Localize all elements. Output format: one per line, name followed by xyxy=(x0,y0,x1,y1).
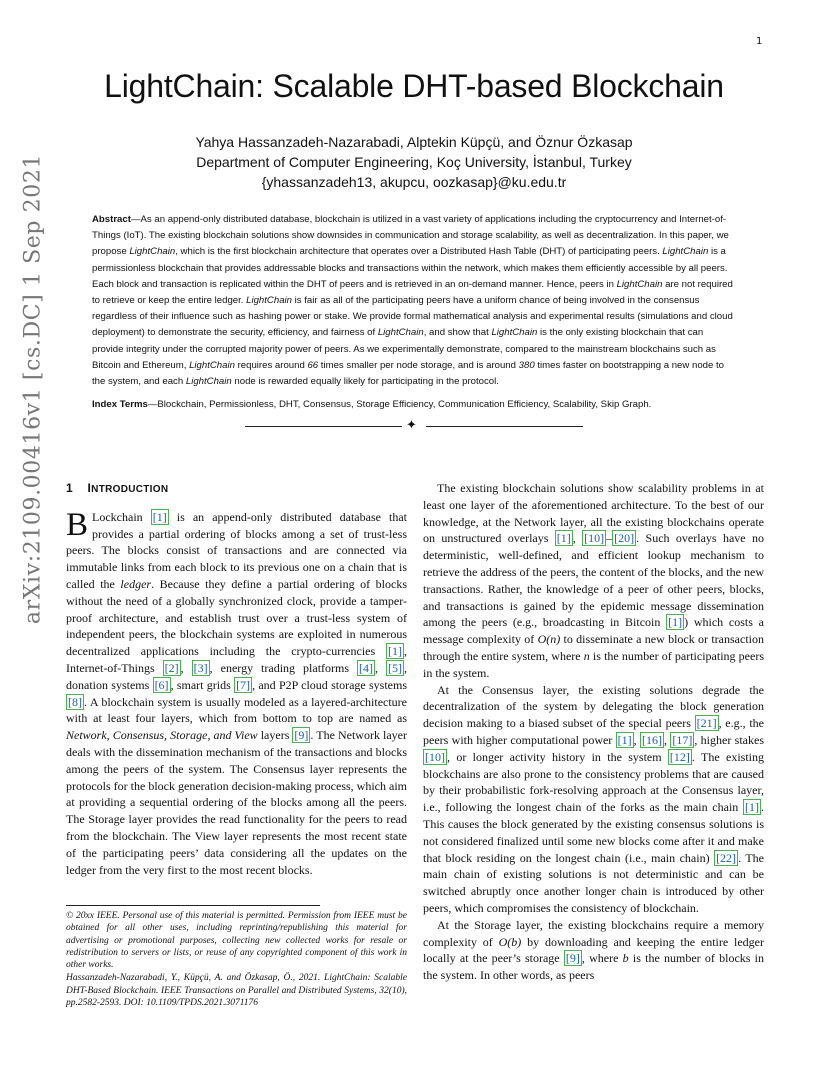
body-text: . Because they define a partial ordering of blocks without the need of a globally synchronized clock, provide a tamper-proof architecture, and establish trust over a trust-less system of independent peers, the blockchain systems are exploited in numerous decentralized applications including the crypto-currencies xyxy=(66,576,408,659)
citation-link[interactable]: [10] xyxy=(584,531,605,546)
emphasis-text: LightChain xyxy=(189,359,235,371)
citation-link[interactable]: [1] xyxy=(388,644,402,659)
paper-title: LightChain: Scalable DHT-based Blockchain xyxy=(104,68,724,104)
body-text: is the only existing blockchain that can provide integrity under the corrupted majority power of peers. As we experimentally demonstrate, compared to the mainstream blockchains such as Bitcoin and Ethereum, xyxy=(92,327,716,371)
citation-link[interactable]: [9] xyxy=(565,951,580,966)
body-text: . This causes the block generated by the existing consensus solutions is not considered finalized until some new blocks come after it and make that block residing on the longest chain (i.e., main chain) xyxy=(423,800,764,865)
citation-link[interactable]: [9] xyxy=(294,728,309,743)
author-affiliation: Department of Computer Engineering, Koç University, İstanbul, Turkey xyxy=(196,154,632,170)
body-text: . Such overlays have no deterministic, well-defined, and efficient lookup mechanism to retrieve the address of the peers, the content of the blocks, and the new transactions. Rather, the knowledge of a peer of other peers, blocks, and transactions is gained by the epidemic message dissemination among the peers (e.g., broadcasting in Bitcoin xyxy=(423,531,764,630)
body-text: times smaller per node storage, and is around xyxy=(318,359,519,371)
paragraph xyxy=(423,480,764,682)
body-text: node is rewarded equally likely for participating in the protocol. xyxy=(231,376,499,388)
body-text: At the Storage layer, the existing blockchains require a memory complexity of xyxy=(423,917,764,949)
section-heading xyxy=(66,480,407,499)
citation-link[interactable]: [22] xyxy=(716,850,737,865)
body-text: is the number of blocks in the system. In other words, as peers xyxy=(423,951,764,983)
abstract-label: Abstract xyxy=(92,214,131,225)
body-text: , energy trading platforms xyxy=(209,660,358,675)
body-text: , or longer activity history in the system xyxy=(447,749,668,764)
body-text: by downloading and keeping the entire ledger locally at the peer’s storage xyxy=(423,934,765,966)
footnote-rule xyxy=(66,905,320,906)
left-column xyxy=(66,480,407,878)
body-text: to disseminate a new block or transaction through the entire system, where xyxy=(423,632,764,663)
emphasis-text: O(b) xyxy=(498,934,522,949)
citation-link[interactable]: [1] xyxy=(556,531,571,546)
emphasis-text: LightChain xyxy=(246,295,292,307)
emphasis-text: LightChain xyxy=(662,246,709,258)
body-text: , xyxy=(572,531,583,546)
body-text: . The existing blockchains are also prone to the consistency problems that are caused by their probabilistic fork-resolving approach at the Consensus layer, i.e., following the longest chain of the forks as the main chain xyxy=(423,749,764,815)
body-text: , xyxy=(633,732,640,747)
abstract xyxy=(92,212,736,390)
body-text: are not required to retrieve or keep the entire ledger. xyxy=(92,278,733,307)
divider-line-left xyxy=(245,426,402,427)
body-text: , and show that xyxy=(423,327,492,339)
index-terms-dash: — xyxy=(147,399,158,410)
citation-link[interactable]: [8] xyxy=(68,694,82,709)
body-text: is fair as all of the participating peers have a uniform chance of being involved in the consensus regardless of their influence such as hashing power or stake. We provide formal mathematical analysis and experimental results (simulations and cloud deployment) to demonstrate the security, efficiency, and fairness of xyxy=(92,295,733,339)
abstract-body xyxy=(92,214,733,387)
emphasis-text: 380 xyxy=(518,359,535,371)
right-column-body xyxy=(423,480,764,984)
body-text: , xyxy=(375,660,387,675)
citation-link[interactable]: [7] xyxy=(236,677,251,692)
citation-link[interactable]: [20] xyxy=(614,531,635,546)
author-block xyxy=(0,132,828,192)
emphasis-text: LightChain xyxy=(185,376,232,388)
footnotes xyxy=(66,910,407,1010)
section-number: 1 xyxy=(66,481,73,495)
citation-link[interactable]: [6] xyxy=(154,677,169,692)
body-text: , where xyxy=(581,951,623,966)
body-text: layers xyxy=(257,728,293,743)
body-text: times faster on bootstrapping a new node to the system, and each xyxy=(92,359,724,388)
emphasis-text: LightChain xyxy=(129,246,176,258)
citation-link[interactable]: [17] xyxy=(672,732,693,747)
emphasis-text: ledger xyxy=(120,576,152,591)
body-text: At the Consensus layer, the existing solutions degrade the decentralization of the system by delegating the block generation decision making to a biased subset of the special peers xyxy=(423,682,764,731)
left-column-body xyxy=(66,506,408,879)
body-text: Lockchain xyxy=(92,509,151,524)
body-text: . A blockchain system is usually modeled as a layered-architecture with at least four layers, which from bottom to top are named as xyxy=(66,694,407,726)
drop-cap: B xyxy=(66,506,89,543)
paragraph xyxy=(66,506,408,879)
divider-line-right xyxy=(426,426,583,427)
citation-link[interactable]: [21] xyxy=(696,716,717,731)
emphasis-text: O(n) xyxy=(537,632,561,647)
emphasis-text: 66 xyxy=(307,359,319,371)
citation-link[interactable]: [1] xyxy=(668,615,683,630)
body-text: requires around xyxy=(234,359,308,371)
paragraph xyxy=(423,917,764,984)
citation-link[interactable]: [12] xyxy=(669,749,690,764)
divider-star-icon: ✦ xyxy=(406,418,417,433)
index-terms xyxy=(92,398,736,412)
right-column xyxy=(423,480,764,984)
body-text: , xyxy=(664,732,671,747)
citation-link[interactable]: [16] xyxy=(642,732,662,747)
index-terms-label: Index Terms xyxy=(92,399,148,410)
body-text: As an append-only distributed database, blockchain is utilized in a vast variety of applications including the cryptocurrency and Internet-of-Things (IoT). The existing blockchain solutions show downsides in communication and storage scalability, as well as decentralization. In this paper, we propose xyxy=(92,214,729,258)
emphasis-text: b xyxy=(622,951,629,966)
section-title-first: I xyxy=(87,481,92,495)
author-emails: {yhassanzadeh13, akupcu, oozkasap}@ku.edu.tr xyxy=(261,174,567,190)
body-text: , e.g., the peers with higher computational power xyxy=(423,716,764,747)
body-text: , Internet-of-Things xyxy=(66,644,407,675)
footnote-copyright: © 20xx IEEE. Personal use of this material is permitted. Permission from IEEE must be obtained for all other uses, including reprinting/republishing this material for advertising or promotional purposes, collecting new collected works for resale or redistribution to servers or lists, or reuse of any copyrighted component of this work in other works. xyxy=(66,911,407,971)
citation-link[interactable]: [4] xyxy=(359,660,374,675)
body-text: . The Network layer deals with the dissemination mechanism of the transactions and blocks among the peers of the system. The Consensus layer represents the protocols for the block generation decision-making process, which aim at providing a sequential ordering of the blocks among all the peers. The Storage layer provides the read functionality for the peers to read from the blockchain. The View layer represents the most recent state of the participating peers’ data considering all the updates on the ledger from the very first to the most recent blocks. xyxy=(66,728,407,877)
body-text: – xyxy=(606,531,613,546)
citation-link[interactable]: [1] xyxy=(745,800,759,815)
index-terms-text: Blockchain, Permissionless, DHT, Consensus, Storage Efficiency, Communication Efficiency, Scalability, Skip Graph. xyxy=(157,399,652,410)
abstract-dash: — xyxy=(130,214,141,225)
emphasis-text: LightChain xyxy=(491,327,538,339)
body-text: The existing blockchain solutions show scalability problems in at least one layer of the aforementioned architecture. To the best of our knowledge, at the Network layer, all the existing blockchains operate on unstructured overlays xyxy=(423,481,764,546)
body-text: , and P2P cloud storage systems xyxy=(252,677,407,692)
citation-link[interactable]: [1] xyxy=(617,732,632,747)
body-text: , xyxy=(180,660,192,675)
citation-link[interactable]: [3] xyxy=(193,660,208,675)
section-title-rest: NTRODUCTION xyxy=(91,484,169,495)
section-divider xyxy=(245,418,583,434)
citation-link[interactable]: [2] xyxy=(164,660,179,675)
author-names: Yahya Hassanzadeh-Nazarabadi, Alptekin Küpçü, and Öznur Özkasap xyxy=(195,134,633,150)
body-text: ) which costs a message complexity of xyxy=(423,615,764,647)
body-text: , which is the first blockchain architecture that operates over a Distributed Hash Table (DHT) of participating peers. xyxy=(175,246,663,258)
emphasis-text: LightChain xyxy=(377,327,424,339)
body-text: is the number of participating peers in the system. xyxy=(423,648,764,680)
footnote-citation: Hassanzadeh-Nazarabadi, Y., Küpçü, A. and Özkasap, Ö., 2021. LightChain: Scalable DHT-Based Blockchain. IEEE Transactions on Parallel and Distributed Systems, 32(10), pp.2582-2593. DOI: 10.1109/TPDS.2021.3071176 xyxy=(66,973,407,1009)
body-text: is a permissionless blockchain that provides addressable blocks and transactions within the network, which makes them efficiently accessible by all peers. Each block and transaction is replicated within the DHT of peers and is retrieved in an on-demand manner. Hence, peers in xyxy=(92,246,728,290)
citation-link[interactable]: [10] xyxy=(425,749,445,764)
citation-link[interactable]: [5] xyxy=(388,660,403,675)
body-text: , donation systems xyxy=(66,660,408,692)
page-number: 1 xyxy=(756,36,763,47)
body-text: , higher stakes xyxy=(694,732,765,747)
body-text: . The main chain of existing solutions is not deterministic and can be switched abruptly once another longer chain is introduced by other peers, which compromises the consistency of blockchain. xyxy=(423,850,764,915)
body-text: is an append-only distributed database that provides a partial ordering of blocks among a set of trust-less peers. The blocks consist of transactions and are connected via immutable links from each block to its previous one on a chain that is called the xyxy=(66,509,407,591)
paragraph xyxy=(423,682,764,917)
arxiv-identifier-text: arXiv:2109.00416v1 [cs.DC] 1 Sep 2021 xyxy=(20,153,46,625)
emphasis-text: LightChain xyxy=(616,278,663,290)
emphasis-text: n xyxy=(583,648,590,663)
citation-link[interactable]: [1] xyxy=(152,509,167,524)
emphasis-text: Network, Consensus, Storage, and View xyxy=(66,728,258,743)
body-text: , smart grids xyxy=(170,677,235,692)
